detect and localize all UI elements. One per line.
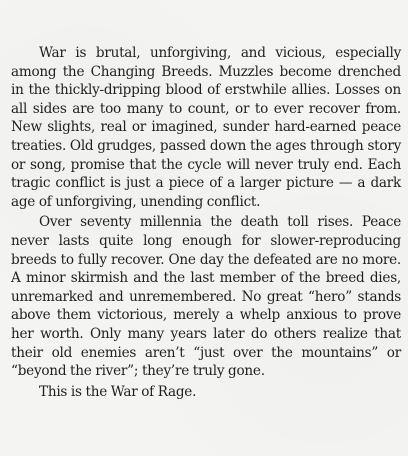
paragraph-3: This is the War of Rage. [39, 383, 197, 400]
paragraph-1: War is brutal, unforgiving, and vicious, especially among the Changing Breeds. Muzzles become drenched in the thickly-dripping blood of erstwhile allies. Losses on all sides are too many to count, or to ever recover from. New slights, real or imagined, sunder hard-earned peace treaties. Old grudges, passed down the ages through story or song, promise that the cycle will never truly end. Each tragic conflict is just a piece of a larger picture — a dark age of unforgiving, unending conflict. [11, 45, 401, 210]
body-text [11, 44, 401, 401]
paragraph-2: Over seventy millennia the death toll rises. Peace never lasts quite long enough for slower-reproducing breeds to fully recover. One day the defeated are no more. A minor skirmish and the last member of the breed dies, unremarked and unremembered. No great “hero” stands above them victorious, merely a whelp anxious to prove her worth. Only many years later do others realize that their old enemies aren’t “just over the mountains” or “beyond the river”; they’re truly gone. [11, 214, 401, 380]
